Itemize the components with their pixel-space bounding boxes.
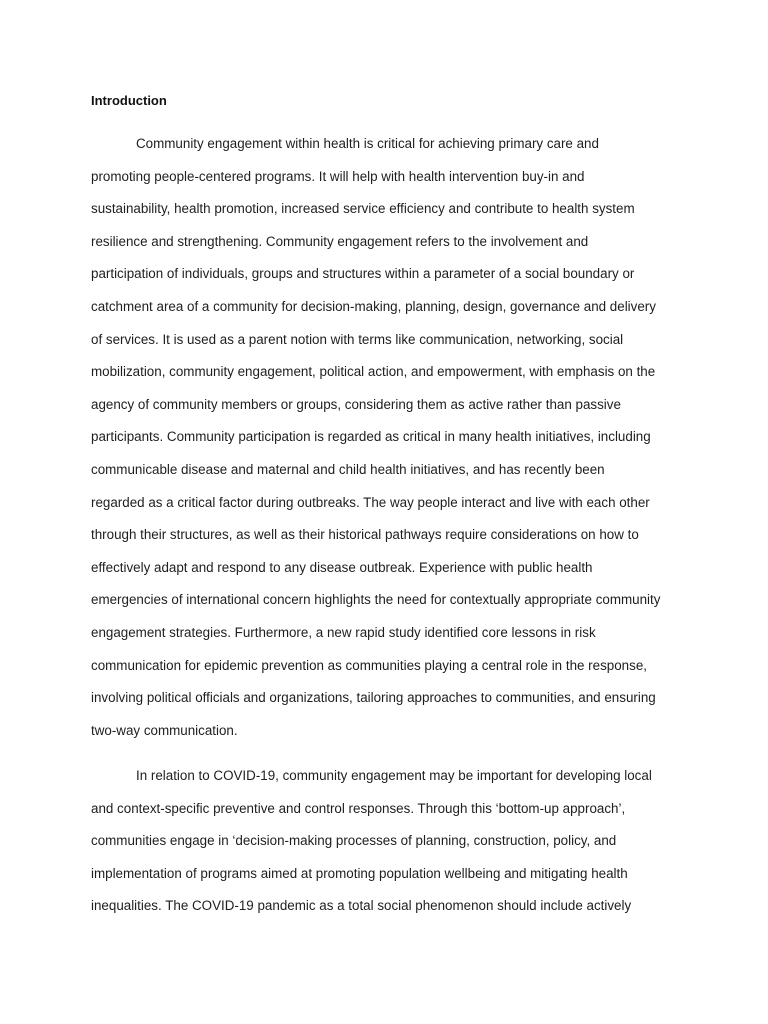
- paragraph-line: effectively adapt and respond to any disease outbreak. Experience with public health: [91, 559, 593, 575]
- paragraph-line: engagement strategies. Furthermore, a new rapid study identified core lessons in risk: [91, 624, 596, 640]
- paragraph-line: and context-specific preventive and control responses. Through this ‘bottom-up approach’,: [91, 800, 626, 816]
- paragraph-line: regarded as a critical factor during outbreaks. The way people interact and live with each other: [91, 494, 650, 510]
- paragraph-line: communities engage in ‘decision-making processes of planning, construction, policy, and: [91, 833, 617, 849]
- paragraph-line: catchment area of a community for decision-making, planning, design, governance and delivery: [91, 298, 656, 314]
- paragraph-line: emergencies of international concern highlights the need for contextually appropriate community: [91, 592, 661, 608]
- paragraph-line: two-way communication.: [91, 722, 238, 738]
- paragraph: [91, 768, 691, 931]
- paragraph-line: of services. It is used as a parent notion with terms like communication, networking, social: [91, 331, 624, 347]
- paragraph-line: participants. Community participation is regarded as critical in many health initiatives, including: [91, 429, 651, 445]
- paragraph-line: participation of individuals, groups and structures within a parameter of a social boundary or: [91, 266, 635, 282]
- paragraph-line: implementation of programs aimed at promoting population wellbeing and mitigating health: [91, 865, 628, 881]
- paragraph-line: communication for epidemic prevention as communities playing a central role in the response,: [91, 657, 647, 673]
- paragraph-line: agency of community members or groups, considering them as active rather than passive: [91, 396, 621, 412]
- paragraph: [91, 136, 691, 755]
- paragraph-line: communicable disease and maternal and child health initiatives, and has recently been: [91, 461, 605, 477]
- paragraph-line: mobilization, community engagement, political action, and empowerment, with emphasis on the: [91, 364, 656, 380]
- section-heading: Introduction: [91, 93, 167, 108]
- paragraph-line: Community engagement within health is critical for achieving primary care and: [136, 136, 599, 151]
- paragraph-line: promoting people-centered programs. It will help with health intervention buy-in and: [91, 168, 585, 184]
- paragraph-line: sustainability, health promotion, increased service efficiency and contribute to health system: [91, 201, 635, 217]
- paragraph-line: through their structures, as well as their historical pathways require considerations on how to: [91, 527, 639, 543]
- paragraph-line: inequalities. The COVID-19 pandemic as a total social phenomenon should include actively: [91, 898, 632, 914]
- paragraph-line: involving political officials and organizations, tailoring approaches to communities, and ensuring: [91, 690, 656, 706]
- paragraph-line: resilience and strengthening. Community engagement refers to the involvement and: [91, 233, 589, 249]
- paragraph-line: In relation to COVID-19, community engagement may be important for developing local: [136, 768, 652, 783]
